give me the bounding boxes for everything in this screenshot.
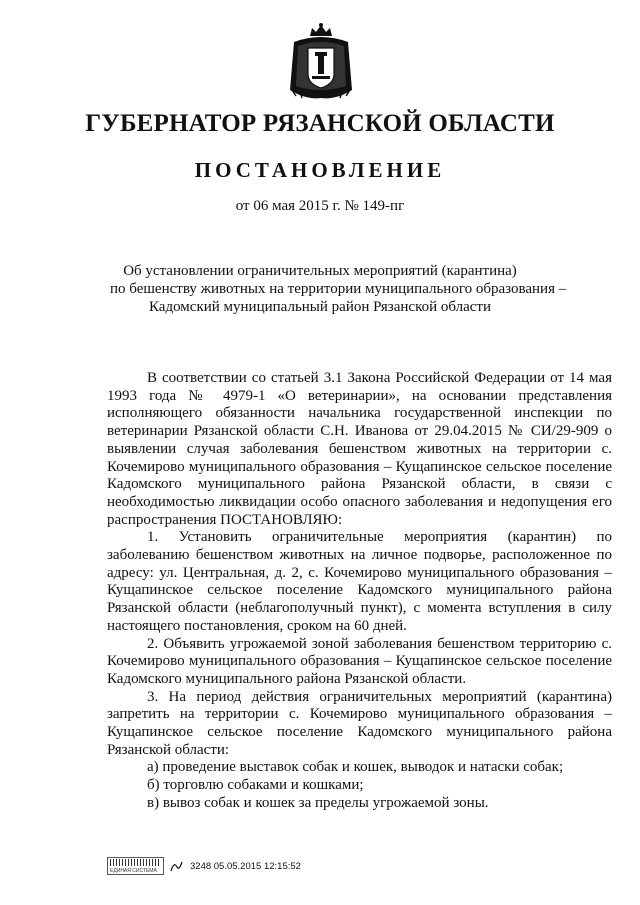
clause-3-item-a: а) проведение выставок собак и кошек, выводок и натаски собак;	[147, 759, 564, 776]
registration-number-timestamp: 3248 05.05.2015 12:15:52	[190, 860, 301, 872]
title-line: по бешенству животных на территории муниципального образования –	[110, 281, 567, 297]
document-body	[107, 370, 612, 813]
clause-3: 3. На период действия ограничительных мероприятий (карантина) запретить на территории с. Кочемирово муниципального образования – Кущапинское сельское поселение Кадомского муниципального района Рязанской области:	[107, 688, 612, 758]
clause-3-item-c: в) вывоз собак и кошек за пределы угрожаемой зоны.	[147, 794, 489, 811]
registration-stamp	[107, 857, 164, 875]
stamp-caption: ЕДИНАЯ СИСТЕМА	[110, 868, 157, 874]
coat-of-arms-icon	[286, 22, 356, 102]
signature-icon	[170, 859, 184, 873]
document-date-number: от 06 мая 2015 г. № 149-пг	[235, 198, 405, 214]
document-type: ПОСТАНОВЛЕНИЕ	[194, 158, 446, 182]
document-title	[110, 262, 567, 316]
preamble-paragraph: В соответствии со статьей 3.1 Закона Российской Федерации от 14 мая 1993 года № 4979-1 «О ветеринарии», на основании представления исполняющего обязанности начальника государственной инспекции по ветеринарии Рязанской области С.Н. Иванова от 29.04.2015 № СИ/29-909 о выявлении случая заболевания бешенством животных на территории с. Кочемирово муниципального образования – Кущапинское сельское поселение Кадомского муниципального района Рязанской области, в связи с необходимостью ликвидации особо опасного заболевания и недопущения его распространения ПОСТАНОВЛЯЮ:	[107, 370, 612, 528]
clause-2: 2. Объявить угрожаемой зоной заболевания бешенством территорию с. Кочемирово муниципального образования – Кущапинское сельское поселение Кадомского муниципального района Рязанской области.	[107, 635, 612, 687]
registration-footer	[107, 856, 301, 876]
authority-heading: ГУБЕРНАТОР РЯЗАНСКОЙ ОБЛАСТИ	[85, 110, 555, 137]
clause-3-item-b: б) торговлю собаками и кошками;	[147, 777, 364, 794]
clause-1: 1. Установить ограничительные мероприятия (карантин) по заболеванию бешенством животных на личное подворье, расположенное по адресу: ул. Центральная, д. 2, с. Кочемирово муниципального образования – Кущапинское сельское поселение Кадомского муниципального района Рязанской области (неблагополучный пункт), с момента вступления в силу настоящего постановления, сроком на 60 дней.	[107, 529, 612, 634]
title-line: Об установлении ограничительных мероприятий (карантина)	[123, 263, 517, 279]
title-line: Кадомский муниципальный район Рязанской области	[148, 299, 492, 315]
